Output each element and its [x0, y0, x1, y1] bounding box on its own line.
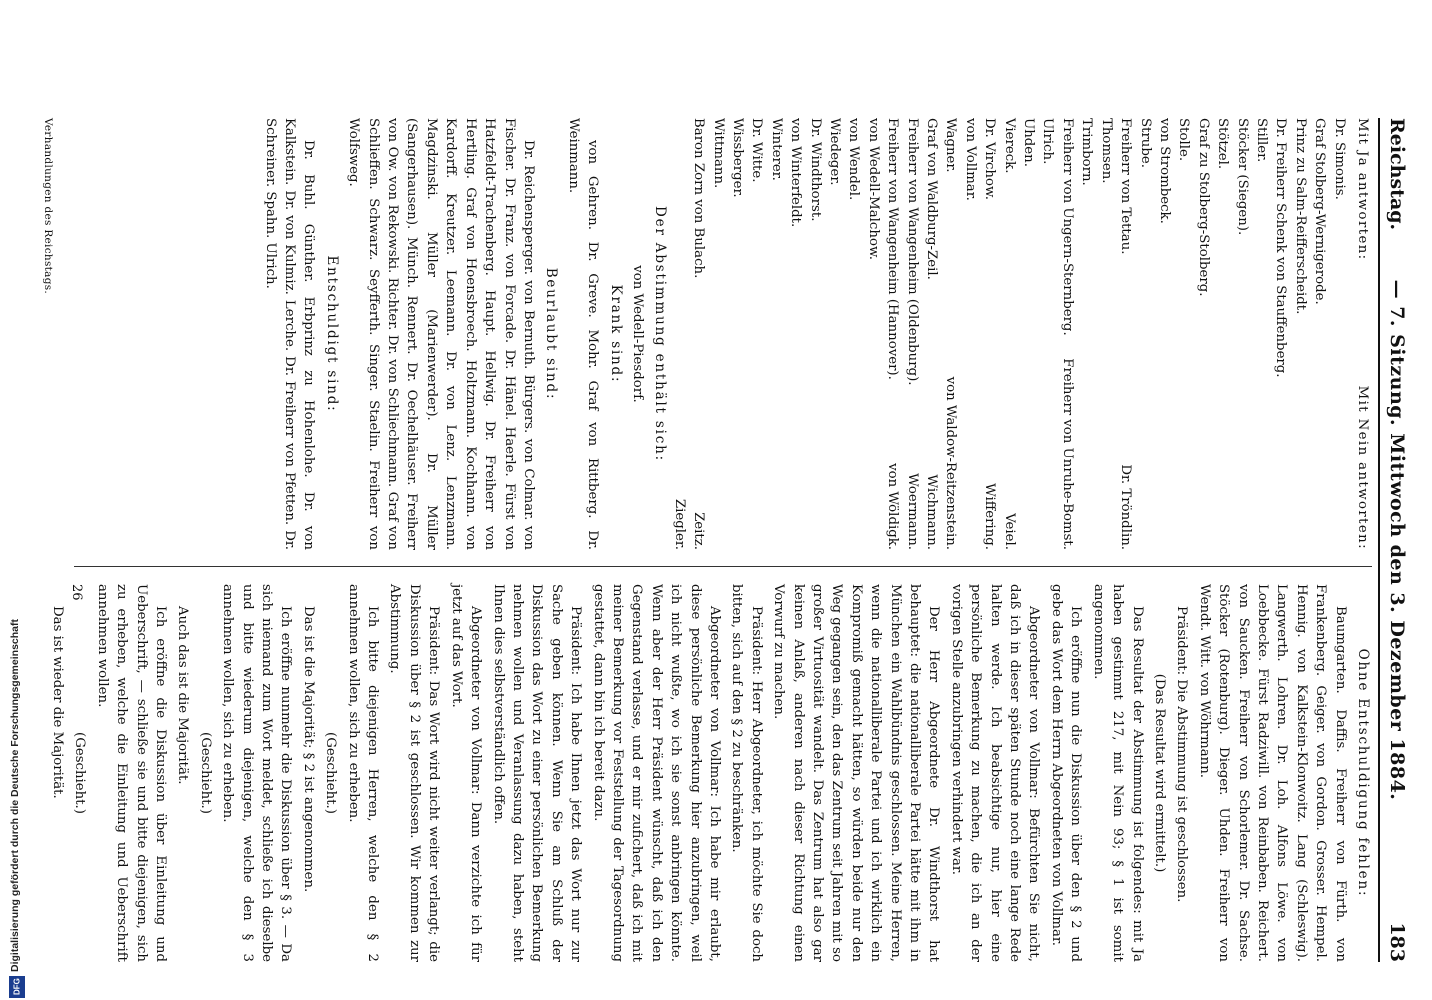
absent-heading: Ohne Entschuldigung fehlen: — [1355, 648, 1371, 898]
yes-voter: von Winterfeldt. — [788, 118, 804, 228]
yes-voter: Prinz zu Salm-Reifferscheidt. — [1292, 118, 1308, 315]
vote-row — [689, 118, 708, 550]
yes-voter: Trimborn. — [1079, 118, 1095, 186]
paragraph: Ich eröffne nun die Diskussion über den § 2 und gebe das Wort dem Herrn Abgeordneten von Vollmar. — [1048, 584, 1084, 962]
yes-voter: Dr. Simonis. — [1331, 118, 1347, 200]
header-center: — 7. Sitzung. Mittwoch den 3. Dezember 1884. — [1386, 279, 1408, 801]
vote-row — [825, 118, 844, 550]
no-voter: von Waldow-Reitzenstein. — [943, 376, 959, 550]
yes-voter: Graf zu Stolberg-Stolberg. — [1195, 118, 1211, 297]
vote-row — [980, 118, 999, 550]
excused-names: Dr. Buhl. Günther. Erbprinz zu Hohenlohe. Dr. von Kalkstein. Dr. von Kulmiz. Lerche. Dr. Freiherr von Pfetten. Dr. Schreiner. Spahn. Ulrich. — [262, 118, 317, 550]
no-voter: Dr. Tröndlin. — [1118, 464, 1134, 550]
yes-voter: von Vollmar. — [962, 118, 978, 201]
vote-row — [1290, 118, 1309, 550]
yes-voter: Viereck. — [1001, 118, 1017, 174]
vote-row — [1271, 118, 1290, 550]
vote-row — [1174, 118, 1193, 550]
vote-row — [1058, 118, 1077, 550]
vote-row — [1252, 118, 1271, 550]
paragraph: Das ist die Majorität; § 2 ist angenommen. — [300, 606, 316, 893]
paragraph: Präsident: Die Abstimmung ist geschlossen. — [1174, 606, 1190, 903]
vote-row — [1077, 118, 1096, 550]
paragraph: Abgeordneter von Vollmar: Befürchten Sie nicht, daß ich in dieser späten Stunde noch eine lange Rede halten werde. Ich beabsichtige nur, hier eine persönliche Bemerkung zu machen, die ich an der vorigen Stelle anzubringen verhindert war. — [948, 584, 1042, 962]
yes-voter: Dr. Freiherr Schenk von Stauffenberg. — [1273, 118, 1289, 378]
abstain-names: von Wedell-Piesdorf. — [629, 265, 645, 403]
no-voter: Wiffering. — [982, 483, 998, 550]
vote-row — [1310, 118, 1329, 550]
yes-voter: Thomsen. — [1098, 118, 1114, 184]
digitization-text: Digitalisierung gefördert durch die Deutsche Forschungsgemeinschaft — [9, 619, 21, 972]
paragraph: (Das Resultat wird ermittelt.) — [1151, 673, 1167, 873]
paragraph: Präsident: Das Wort wird nicht weiter verlangt; die Diskussion über § 2 ist geschlossen. Wir kommen zur Abstimmung. — [387, 584, 442, 962]
paragraph: Ich eröffne nunmehr die Diskussion über § 3. — Da sich niemand zum Wort meldet, schließe ich dieselbe und bitte wiederum diejenigen, welche den § 3 annehmen wollen, sich zu erheben. — [220, 584, 294, 962]
yes-voter: Strube. — [1137, 118, 1153, 168]
abstain-heading: Der Abstimmung enthält sich: — [652, 206, 669, 462]
yes-voter: von Wedell-Malchow. — [865, 118, 881, 260]
vote-headings — [1353, 118, 1372, 550]
yes-heading: Mit Ja antworten: — [1355, 118, 1370, 261]
no-voter: Zeitz. — [691, 512, 707, 550]
paragraph: Abgeordneter von Vollmar: Ich habe mir erlaubt, diese persönliche Bemerkung hier anzubringen, weil ich nicht wußte, wo ich sie sonst anbringen könnte. Wenn aber der Herr Präsident wünscht, daß ich den Gegenstand verlasse, und er mir zufichert, daß ich mit meiner Bemerkung vor Feststellung der Tagesordnung gestattet, dann bin ich bereit dazu. — [590, 584, 722, 962]
vote-row — [1038, 118, 1057, 550]
sick-heading: Krank sind: — [607, 284, 624, 384]
vote-row — [1155, 118, 1174, 550]
vote-row — [1193, 118, 1212, 550]
paragraph: Präsident: Ich habe Ihnen jetzt das Wort nur zur Sache geben können. Wenn Sie am Schluß der Diskussion das Wort zu einer persönlichen Bemerkung nehmen wollen und Veranlassung dazu haben, steht Ihnen dies selbstverständlich offen. — [490, 584, 584, 962]
vote-row — [999, 118, 1018, 550]
no-voter: Woermann. — [904, 473, 920, 550]
right-column — [50, 584, 1372, 962]
vote-row — [883, 118, 902, 550]
yes-voter: von Wendel. — [846, 118, 862, 201]
no-voter: Wichmann. — [924, 474, 940, 550]
vote-row — [747, 118, 766, 550]
vote-row — [766, 118, 785, 550]
dfg-logo-icon: DFG — [9, 976, 25, 998]
yes-voter: Ulrich. — [1040, 118, 1056, 165]
yes-voter: Uhden. — [1021, 118, 1037, 167]
vote-rows — [669, 118, 1348, 550]
yes-voter: Wittmann. — [710, 118, 726, 189]
vote-row — [844, 118, 863, 550]
yes-voter: Wiedeger. — [827, 118, 843, 186]
vote-row — [1135, 118, 1154, 550]
yes-voter: Wissberger. — [730, 118, 745, 198]
footer-publication: Verhandlungen des Reichstags. — [42, 118, 54, 295]
vote-row — [728, 118, 747, 550]
yes-voter: Stöcker (Siegen). — [1234, 118, 1250, 236]
paragraph: Abgeordneter von Vollmar: Dann verzichte ich für jetzt auf das Wort. — [448, 584, 484, 962]
yes-voter: Stiller. — [1253, 118, 1269, 163]
vote-row — [902, 118, 921, 550]
yes-voter: Dr. Witte. — [749, 118, 765, 183]
leave-names: Dr. Reichensperger. von Bernuth. Bürgers. von Colmar. von Fischer. Dr. Franz. von Forcade. Dr. Hänel. Haerle. Fürst von Hatzfeldt-Trachenberg. Haupt. Hellwig. Dr. Freiherr von Hertling. Graf von Hoensbroech. Holtzmann. Kochhann. von Kardorff. Kreutzer. Leemann. Dr. von Lenz. Lenzmann. Magdzinski. Müller (Marienwerder). Dr. Müller (Sangerhausen). Münch. Rennert. Dr. Oechelhäuser. Freiherr von Ow. von Rekowski. Richter. Dr. von Schliechmann. Graf von Schlieffen. Schwarz. Seyfferth. Singer. Staelin. Freiherr von Wolfsweg. — [346, 118, 536, 550]
paragraph: Das ist wieder die Majorität. — [50, 606, 65, 799]
yes-voter: von Strombeck. — [1156, 118, 1172, 224]
vote-row — [1019, 118, 1038, 550]
yes-voter: Wagner. — [943, 118, 959, 173]
header-page-number: 183 — [1386, 922, 1408, 962]
vote-row — [863, 118, 882, 550]
vote-row — [922, 118, 941, 550]
paragraph: Das Resultat der Abstimmung ist folgendes: mit Ja haben gestimmt 217, mit Nein 93; § 1 ist somit angenommen. — [1090, 584, 1145, 962]
paragraph: Ich bitte diejenigen Herren, welche den § 2 annehmen wollen, sich zu erheben. — [345, 584, 381, 962]
vote-row — [941, 118, 960, 550]
paragraph: (Geschieht.) — [72, 732, 88, 814]
yes-voter: Freiherr von Wangenheim (Hannover). — [885, 118, 901, 380]
yes-voter: Stolle. — [1176, 118, 1192, 162]
vote-row — [1096, 118, 1115, 550]
leave-heading: Beurlaubt sind: — [543, 267, 560, 401]
header-left: Reichstag. — [1386, 118, 1408, 231]
paragraph: (Geschieht.) — [323, 732, 339, 814]
excused-heading: Entschuldigt sind: — [323, 255, 340, 413]
column-divider — [74, 566, 1372, 567]
vote-row — [1213, 118, 1232, 550]
yes-voter: Dr. Virchow. — [982, 118, 998, 201]
no-voter: Veiel. — [1001, 513, 1017, 550]
yes-voter: Baron Zorn von Bulach. — [691, 118, 707, 279]
absent-names: Baumgarten. Daffis. Freiherr von Fürth. von Frankenberg. Geiger. von Gordon. Grosser. Hempel. Hennig. von Kalkstein-Klonwoitz. Lang (Schleswig). Langwerth. Lohren. Dr. Loh. Alfons Löwe. von Loebbecke. Fürst Radziwill. von Reinbaben. Reichert. von Saucken. Freiherr von Schorlemer. Dr. Sachse. Stöcker (Rotenburg). Dieger. Uhden. Freiherr von Wendt. Witt. von Wöhrmann. — [1196, 584, 1348, 962]
yes-voter: Freiherr von Tettau. — [1118, 118, 1134, 255]
paragraph: Auch das ist die Majorität. — [175, 606, 191, 785]
footer-sheet-number: 26 — [69, 584, 84, 601]
vote-row — [1232, 118, 1251, 550]
no-voter: von Wöldigk. — [885, 463, 901, 550]
yes-voter: Freiherr von Ungern-Sternberg. — [1059, 118, 1075, 336]
yes-voter: Stötzel. — [1215, 118, 1231, 170]
sick-names: von Gehren. Dr. Greve. Mohr. Graf von Rittberg. Dr. Weinmann. — [565, 118, 601, 550]
vote-row — [805, 118, 824, 550]
no-voter: Freiherr von Unruhe-Bomst. — [1059, 358, 1075, 550]
vote-row — [1329, 118, 1348, 550]
paragraph: Der Herr Abgeordnete Dr. Windthorst hat behauptet: die nationalliberale Partei hätte mit ihm in München ein Wahlbündnis geschlossen. Meine Herren, wenn die nationalliberale Partei und ich wirklich ein Kompromiß gemacht hätten, so würden beide nur den Weg gegangen sein, den das Zentrum seit Jahren mit so großer Virtuosität wandelt. Das Zentrum hat also gar keinen Anlaß, anderen nach dieser Richtung einen Vorwurf zu machen. — [771, 584, 942, 962]
no-heading: Mit Nein antworten: — [1355, 385, 1370, 550]
yes-voter: Graf von Waldburg-Zeil. — [924, 118, 940, 280]
page-header — [1378, 118, 1414, 962]
no-voter: Ziegler. — [671, 498, 687, 550]
paragraph: Ich eröffne die Diskussion über Einleitung und Ueberschrift, — schließe sie und bitte diejenigen, sich zu erheben, welche die Einleitung und Ueberschrift annehmen wollen. — [94, 584, 169, 962]
paragraph: (Geschieht.) — [197, 732, 213, 814]
yes-voter: Graf Stolberg-Wernigerode. — [1312, 118, 1328, 305]
left-column — [74, 118, 1372, 550]
vote-row — [960, 118, 979, 550]
yes-voter: Dr. Windthorst. — [807, 118, 823, 222]
digitization-note — [9, 200, 25, 1000]
vote-row — [708, 118, 727, 550]
yes-voter: Freiherr von Wangenheim (Oldenburg). — [904, 118, 920, 386]
paragraph: Präsident: Herr Abgeordneter, ich möchte Sie doch bitten, sich auf den § 2 zu beschränken. — [729, 584, 764, 962]
yes-voter: Winterer. — [768, 118, 784, 181]
vote-row — [786, 118, 805, 550]
vote-row — [669, 118, 688, 550]
vote-row — [1116, 118, 1135, 550]
